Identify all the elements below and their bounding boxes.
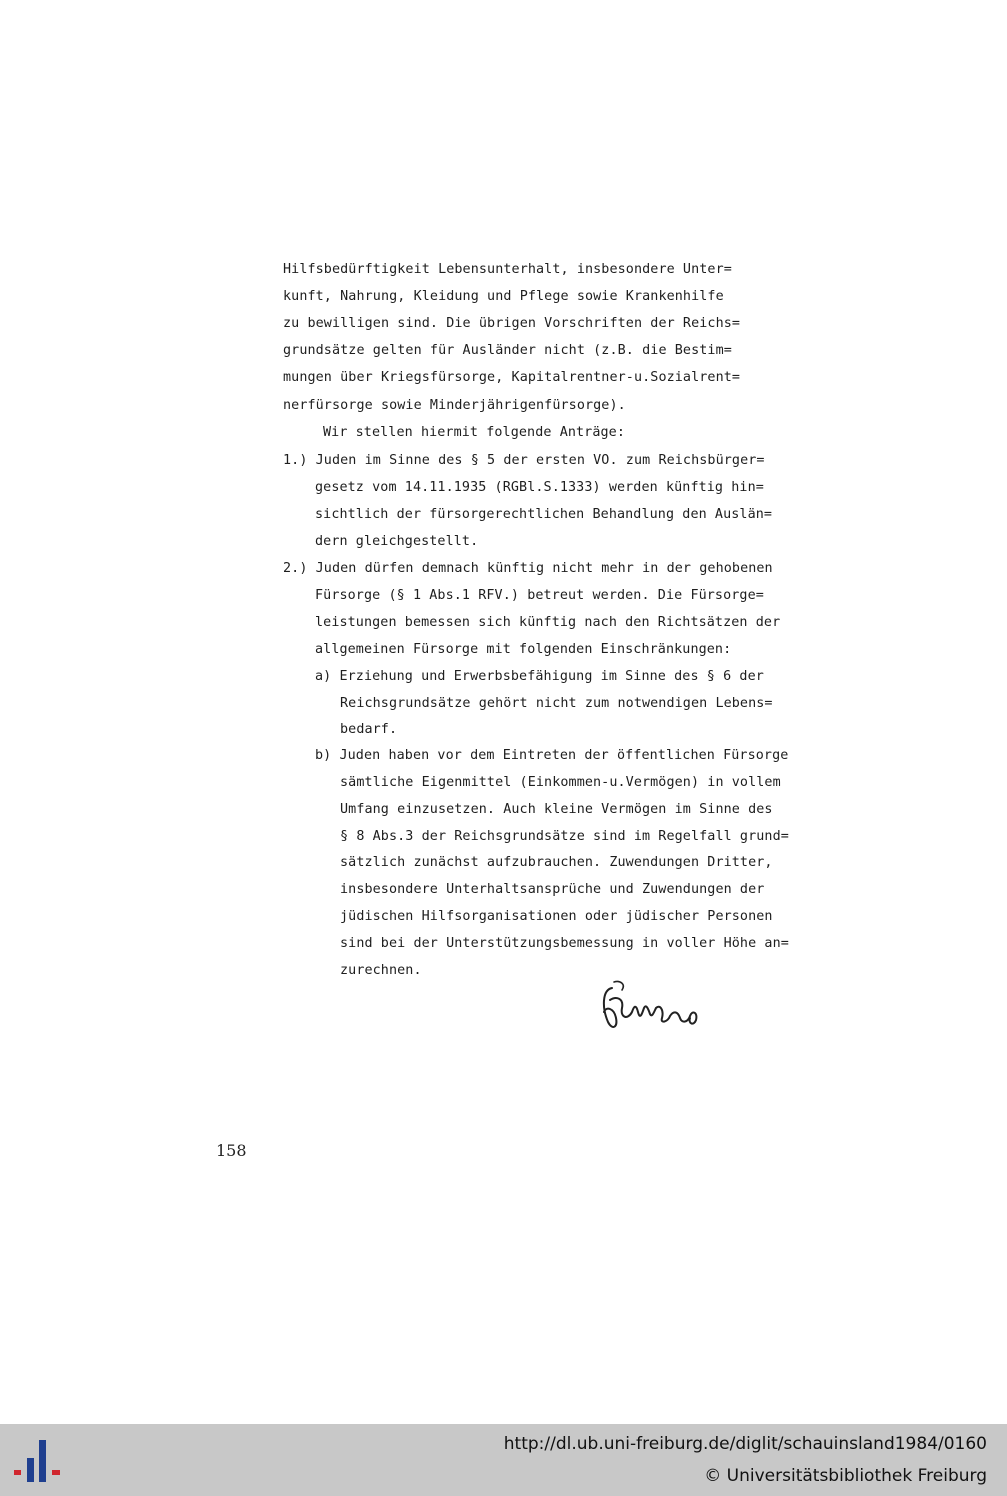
sub-item-b: b) Juden haben vor dem Eintreten der öffentlichen Fürsorge [315, 748, 789, 763]
text-line: gesetz vom 14.11.1935 (RGBl.S.1333) werden künftig hin= [315, 480, 764, 495]
text-line: grundsätze gelten für Ausländer nicht (z.B. die Bestim= [283, 343, 732, 358]
text-line: sichtlich der fürsorgerechtlichen Behandlung den Auslän= [315, 507, 773, 522]
text-line: leistungen bemessen sich künftig nach den Richtsätzen der [315, 615, 781, 630]
copyright-text: © Universitätsbibliothek Freiburg [704, 1466, 987, 1486]
text-line: bedarf. [340, 722, 398, 737]
text-line: Hilfsbedürftigkeit Lebensunterhalt, insbesondere Unter= [283, 262, 732, 277]
handwritten-signature [598, 978, 708, 1042]
text-line: zu bewilligen sind. Die übrigen Vorschriften der Reichs= [283, 316, 741, 331]
text-line: allgemeinen Fürsorge mit folgenden Einschränkungen: [315, 642, 732, 657]
footer-bar [0, 1424, 1007, 1496]
text-line: sätzlich zunächst aufzubrauchen. Zuwendungen Dritter, [340, 855, 773, 870]
list-item-2: 2.) Juden dürfen demnach künftig nicht mehr in der gehobenen [283, 561, 773, 576]
text-line: sämtliche Eigenmittel (Einkommen-u.Vermögen) in vollem [340, 775, 781, 790]
text-line: nerfürsorge sowie Minderjährigenfürsorge). [283, 398, 626, 413]
text-line: Umfang einzusetzen. Auch kleine Vermögen im Sinne des [340, 802, 773, 817]
text-line: § 8 Abs.3 der Reichsgrundsätze sind im Regelfall grund= [340, 829, 789, 844]
page-number: 158 [216, 1141, 247, 1160]
text-line: Fürsorge (§ 1 Abs.1 RFV.) betreut werden. Die Fürsorge= [315, 588, 764, 603]
text-line: zurechnen. [340, 963, 422, 978]
text-line: jüdischen Hilfsorganisationen oder jüdischer Personen [340, 909, 773, 924]
text-line: insbesondere Unterhaltsansprüche und Zuwendungen der [340, 882, 765, 897]
text-line: kunft, Nahrung, Kleidung und Pflege sowie Krankenhilfe [283, 289, 724, 304]
text-line: Reichsgrundsätze gehört nicht zum notwendigen Lebens= [340, 696, 773, 711]
list-item-1: 1.) Juden im Sinne des § 5 der ersten VO. zum Reichsbürger= [283, 453, 765, 468]
text-line: sind bei der Unterstützungsbemessung in voller Höhe an= [340, 936, 789, 951]
text-line: mungen über Kriegsfürsorge, Kapitalrentner-u.Sozialrent= [283, 370, 741, 385]
sub-item-a: a) Erziehung und Erwerbsbefähigung im Sinne des § 6 der [315, 669, 764, 684]
text-line: Wir stellen hiermit folgende Anträge: [323, 425, 625, 440]
text-line: dern gleichgestellt. [315, 534, 479, 549]
library-logo-icon [12, 1434, 64, 1486]
document-url-link[interactable]: http://dl.ub.uni-freiburg.de/diglit/schauinsland1984/0160 [503, 1434, 987, 1454]
